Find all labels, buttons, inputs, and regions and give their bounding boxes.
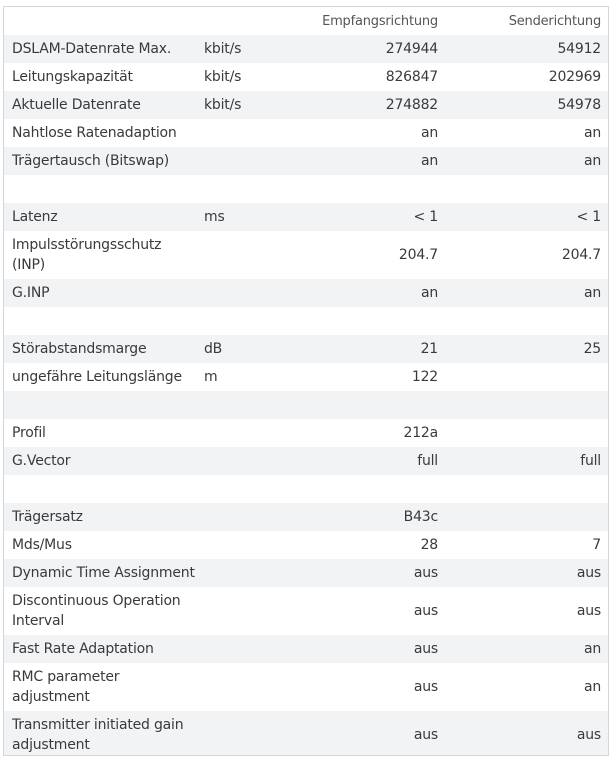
row-label xyxy=(4,475,200,503)
row-upstream-value xyxy=(445,307,608,335)
row-downstream-value: an xyxy=(303,147,445,175)
row-label xyxy=(4,175,200,203)
table-row xyxy=(4,363,608,391)
row-upstream-value: 54978 xyxy=(445,91,608,119)
row-unit xyxy=(200,175,303,203)
row-downstream-value: < 1 xyxy=(303,203,445,231)
row-label: DSLAM-Datenrate Max. xyxy=(4,35,200,63)
row-label xyxy=(4,307,200,335)
row-unit xyxy=(200,119,303,147)
row-unit xyxy=(200,307,303,335)
table-row xyxy=(4,663,608,711)
header-unit-spacer xyxy=(200,7,303,35)
row-label: Trägersatz xyxy=(4,503,200,531)
spacer-row xyxy=(4,307,608,335)
row-unit: m xyxy=(200,363,303,391)
row-upstream-value: aus xyxy=(445,711,608,756)
table-row xyxy=(4,63,608,91)
table-row xyxy=(4,147,608,175)
row-downstream-value: aus xyxy=(303,635,445,663)
row-unit xyxy=(200,559,303,587)
row-label: Transmitter initiated gain adjustment xyxy=(4,711,200,756)
table-row xyxy=(4,559,608,587)
row-downstream-value: an xyxy=(303,279,445,307)
row-downstream-value: 204.7 xyxy=(303,231,445,279)
row-upstream-value: an xyxy=(445,119,608,147)
spacer-row xyxy=(4,391,608,419)
row-upstream-value: 25 xyxy=(445,335,608,363)
row-label: RMC parameter adjustment xyxy=(4,663,200,711)
table-row xyxy=(4,587,608,635)
row-downstream-value: 274882 xyxy=(303,91,445,119)
row-unit: kbit/s xyxy=(200,63,303,91)
row-label: Aktuelle Datenrate xyxy=(4,91,200,119)
row-upstream-value: aus xyxy=(445,587,608,635)
header-label-spacer xyxy=(4,7,200,35)
row-downstream-value: an xyxy=(303,119,445,147)
row-downstream-value: aus xyxy=(303,663,445,711)
row-downstream-value: full xyxy=(303,447,445,475)
row-label: Discontinuous Operation Interval xyxy=(4,587,200,635)
table-row xyxy=(4,91,608,119)
row-upstream-value: 202969 xyxy=(445,63,608,91)
table-row xyxy=(4,447,608,475)
row-unit xyxy=(200,711,303,756)
row-downstream-value: 826847 xyxy=(303,63,445,91)
row-unit xyxy=(200,279,303,307)
row-upstream-value xyxy=(445,363,608,391)
row-label: ungefähre Leitungslänge xyxy=(4,363,200,391)
row-unit xyxy=(200,419,303,447)
row-label: Impulsstörungsschutz (INP) xyxy=(4,231,200,279)
row-unit xyxy=(200,503,303,531)
row-unit: kbit/s xyxy=(200,35,303,63)
row-label: Profil xyxy=(4,419,200,447)
row-upstream-value xyxy=(445,391,608,419)
row-unit xyxy=(200,231,303,279)
row-unit: kbit/s xyxy=(200,91,303,119)
table-row xyxy=(4,503,608,531)
row-upstream-value: an xyxy=(445,147,608,175)
spacer-row xyxy=(4,175,608,203)
row-label: Nahtlose Ratenadaption xyxy=(4,119,200,147)
table-row xyxy=(4,203,608,231)
table-row xyxy=(4,335,608,363)
row-label: G.INP xyxy=(4,279,200,307)
table-row xyxy=(4,119,608,147)
row-downstream-value: 274944 xyxy=(303,35,445,63)
row-upstream-value xyxy=(445,419,608,447)
row-downstream-value: aus xyxy=(303,587,445,635)
row-upstream-value xyxy=(445,475,608,503)
row-upstream-value: full xyxy=(445,447,608,475)
table-row xyxy=(4,711,608,756)
row-unit xyxy=(200,635,303,663)
table-row xyxy=(4,279,608,307)
row-upstream-value: an xyxy=(445,663,608,711)
row-downstream-value: aus xyxy=(303,711,445,756)
row-downstream-value: 28 xyxy=(303,531,445,559)
row-unit xyxy=(200,531,303,559)
row-label: Leitungskapazität xyxy=(4,63,200,91)
row-label: Latenz xyxy=(4,203,200,231)
row-downstream-value: 122 xyxy=(303,363,445,391)
table-row xyxy=(4,531,608,559)
row-unit: dB xyxy=(200,335,303,363)
row-downstream-value xyxy=(303,175,445,203)
row-unit xyxy=(200,447,303,475)
row-downstream-value: B43c xyxy=(303,503,445,531)
row-unit xyxy=(200,587,303,635)
row-upstream-value: 204.7 xyxy=(445,231,608,279)
row-downstream-value: 212a xyxy=(303,419,445,447)
row-upstream-value xyxy=(445,175,608,203)
spacer-row xyxy=(4,475,608,503)
header-upstream: Senderichtung xyxy=(508,13,601,29)
row-unit xyxy=(200,391,303,419)
row-downstream-value xyxy=(303,475,445,503)
row-unit: ms xyxy=(200,203,303,231)
row-upstream-value: an xyxy=(445,279,608,307)
row-upstream-value: < 1 xyxy=(445,203,608,231)
header-downstream: Empfangsrichtung xyxy=(322,13,438,29)
row-unit xyxy=(200,147,303,175)
table-row xyxy=(4,635,608,663)
row-upstream-value: aus xyxy=(445,559,608,587)
row-downstream-value xyxy=(303,307,445,335)
row-label: Dynamic Time Assignment xyxy=(4,559,200,587)
row-upstream-value: 7 xyxy=(445,531,608,559)
row-label: Fast Rate Adaptation xyxy=(4,635,200,663)
row-unit xyxy=(200,475,303,503)
dsl-info-panel xyxy=(3,6,609,756)
table-row xyxy=(4,35,608,63)
row-upstream-value xyxy=(445,503,608,531)
row-label: Mds/Mus xyxy=(4,531,200,559)
row-label: Störabstandsmarge xyxy=(4,335,200,363)
row-upstream-value: 54912 xyxy=(445,35,608,63)
row-unit xyxy=(200,663,303,711)
table-row xyxy=(4,419,608,447)
dsl-info-table xyxy=(4,7,608,756)
table-header-row xyxy=(4,7,608,35)
row-label: G.Vector xyxy=(4,447,200,475)
row-downstream-value: aus xyxy=(303,559,445,587)
row-upstream-value: an xyxy=(445,635,608,663)
row-downstream-value: 21 xyxy=(303,335,445,363)
row-downstream-value xyxy=(303,391,445,419)
table-row xyxy=(4,231,608,279)
row-label: Trägertausch (Bitswap) xyxy=(4,147,200,175)
row-label xyxy=(4,391,200,419)
